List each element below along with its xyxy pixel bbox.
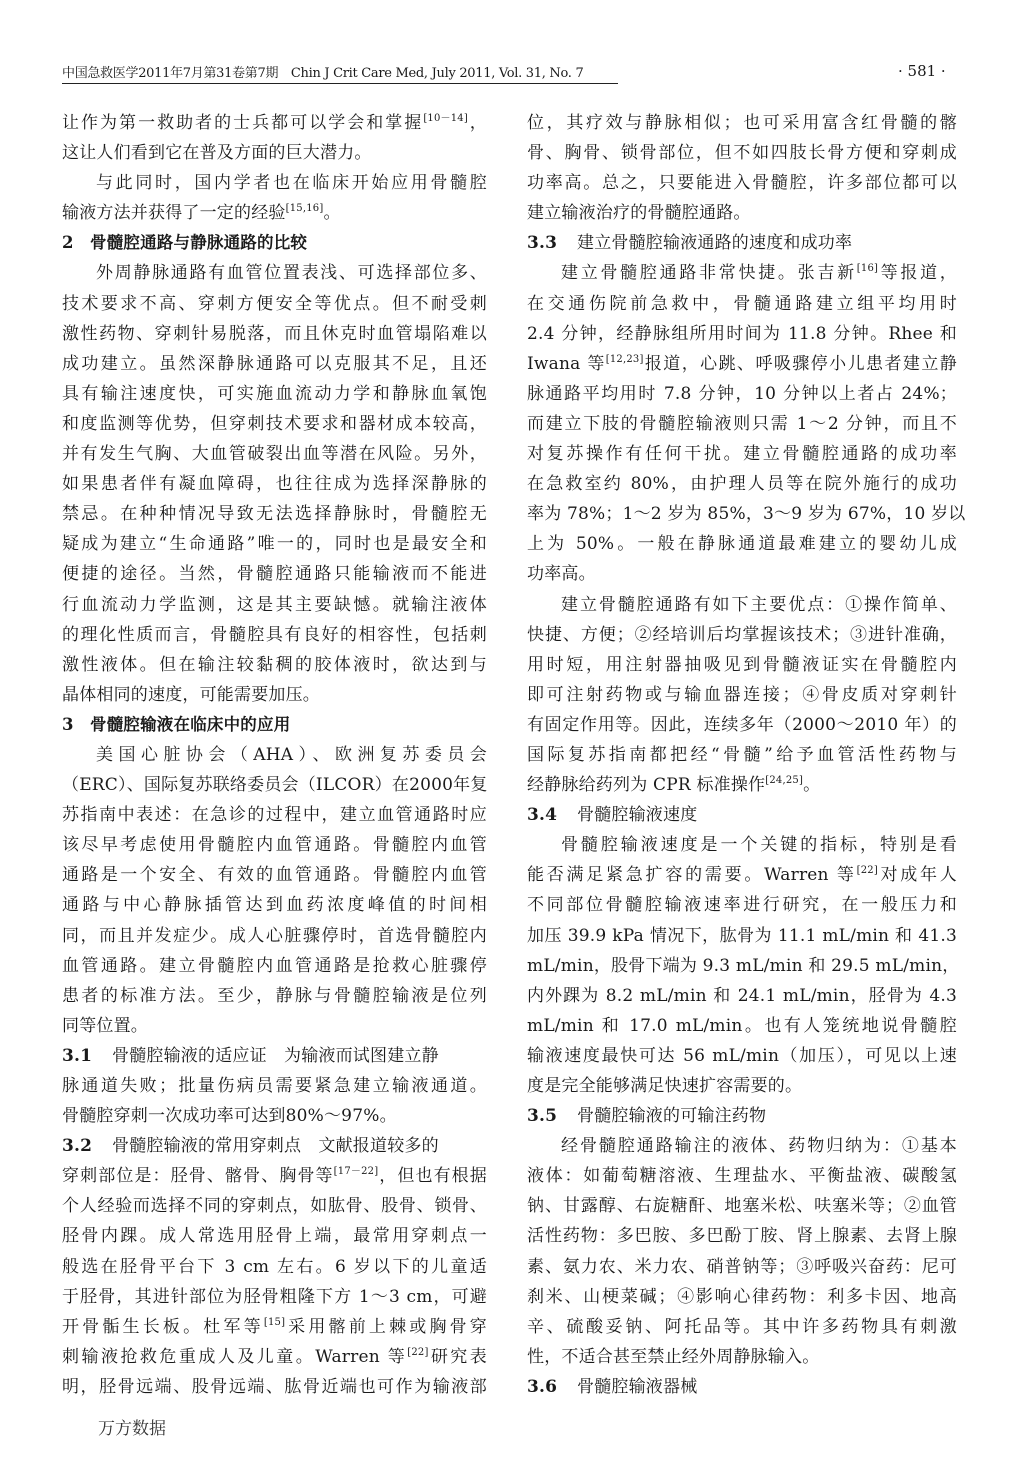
text-line: [527, 1221, 957, 1251]
line-text: 活性药物：多巴胺、多巴酚丁胺、肾上腺素、去肾上腺: [527, 1226, 957, 1247]
line-text-after: 。: [323, 203, 341, 224]
line-text: 内外踝为 8.2 mL/min 和 24.1 mL/min，胫骨为 4.3: [527, 985, 957, 1006]
text-line: [527, 921, 957, 951]
line-text: 胫骨内踝。成人常选用胫骨上端，最常用穿刺点一: [62, 1226, 487, 1247]
subsection-heading-line: [527, 1101, 957, 1131]
line-text: 率为 78%；1～2 岁为 85%，3～9 岁为 67%，10 岁以: [527, 504, 966, 525]
line-text: 激性液体。但在输注较黏稠的胶体液时，欲达到与: [62, 654, 487, 675]
subsection-title: 骨髓腔输液的可输注药物: [577, 1106, 767, 1127]
subsection-title: 建立骨髓腔输液通路的速度和成功率: [577, 233, 853, 254]
text-line: [527, 740, 957, 770]
text-line: [527, 529, 957, 559]
text-line: [62, 860, 487, 890]
citation-ref: [16]: [856, 263, 879, 275]
line-text: 液体：如葡萄糖溶液、生理盐水、平衡盐液、碳酸氢: [527, 1166, 957, 1187]
left-column: [62, 108, 487, 1402]
line-text: 在急救室约 80%，由护理人员等在院外施行的成功: [527, 474, 957, 495]
citation-ref: [15]: [263, 1316, 286, 1328]
text-line: [62, 1342, 487, 1372]
line-text-after: 等报道，: [878, 263, 958, 284]
text-line: [62, 379, 487, 409]
text-line: [527, 1071, 957, 1101]
text-line: [62, 590, 487, 620]
line-text: 刺输液抢救危重成人及儿童。Warren 等: [62, 1346, 408, 1367]
subsection-number: 3.2: [62, 1136, 93, 1157]
subsection-number: 3.5: [527, 1106, 558, 1127]
line-text: 不同部位骨髓腔输液速率进行研究，在一般压力和: [527, 895, 957, 916]
line-text: 如果患者伴有凝血障碍，也往往成为选择深静脉的: [62, 474, 487, 495]
line-text: 位，其疗效与静脉相似；也可采用富含红骨髓的髂: [527, 113, 957, 133]
text-line: [527, 770, 957, 800]
subsection-heading-line: [62, 1131, 487, 1161]
line-text: 建立输液治疗的骨髓腔通路。: [527, 203, 751, 224]
line-text: 快捷、方便；②经培训后均掌握该技术；③进针准确，: [527, 624, 957, 645]
citation-ref: [12,23]: [605, 353, 644, 365]
line-text: 晶体相同的速度，可能需要加压。: [62, 684, 320, 705]
text-line: [527, 680, 957, 710]
text-line: [527, 379, 957, 409]
text-line: [527, 258, 957, 288]
text-line: [62, 1101, 487, 1131]
section-heading: [62, 228, 487, 258]
line-text: mL/min 和 17.0 mL/min。也有人笼统地说骨髓腔: [527, 1015, 957, 1036]
text-line: [62, 680, 487, 710]
text-line: [62, 1252, 487, 1282]
line-text: 患者的标准方法。至少，静脉与骨髓腔输液是位列: [62, 985, 487, 1006]
line-text: 即可注射药物或与输血器连接；④骨皮质对穿刺针: [527, 684, 957, 705]
text-line: [527, 830, 957, 860]
citation-ref: [17－22]: [333, 1166, 379, 1178]
text-line: [527, 349, 957, 379]
text-line: [62, 409, 487, 439]
line-text-after: 报道，心跳、呼吸骤停小儿患者建立静: [643, 353, 957, 374]
line-text: 个人经验而选择不同的穿刺点，如肱骨、股骨、锁骨、: [62, 1196, 487, 1217]
line-text: 辛、硫酸妥钠、阿托品等。其中许多药物具有刺激: [527, 1316, 957, 1337]
text-line: [62, 981, 487, 1011]
text-line: [62, 198, 487, 228]
line-text: 同，而且并发症少。成人心脏骤停时，首选骨髓腔内: [62, 925, 487, 946]
line-text: 行血流动力学监测，这是其主要缺憾。就输注液体: [62, 594, 487, 615]
line-text: 与此同时，国内学者也在临床开始应用骨髓腔: [96, 173, 487, 194]
line-text-after: 。: [803, 775, 821, 796]
text-line: [527, 1312, 957, 1342]
line-text-after: 对成年人: [877, 865, 957, 886]
subsection-number: 3.4: [527, 805, 558, 826]
subsection-number: 3.1: [62, 1045, 93, 1066]
line-text: 让作为第一救助者的士兵都可以学会和掌握: [62, 113, 424, 133]
text-line: [527, 1342, 957, 1372]
citation-ref: [22]: [407, 1346, 429, 1358]
line-text: 和度监测等优势，但穿刺技术要求和器材成本较高，: [62, 413, 487, 434]
subsection-heading-line: [527, 800, 957, 830]
text-line: [527, 559, 957, 589]
line-text: 为输液而试图建立静: [266, 1045, 439, 1066]
section-number: 2: [62, 233, 74, 253]
text-line: [527, 409, 957, 439]
text-line: [527, 860, 957, 890]
page-number: · 581 ·: [898, 62, 946, 80]
text-line: [527, 890, 957, 920]
line-text: 能否满足紧急扩容的需要。Warren 等: [527, 865, 857, 886]
line-text: 在交通伤院前急救中，骨髓通路建立组平均用时: [527, 293, 957, 314]
text-line: [527, 1041, 957, 1071]
text-line: [62, 289, 487, 319]
line-text: 苏指南中表述：在急诊的过程中，建立血管通路时应: [62, 805, 487, 826]
line-text: 并有发生气胸、大血管破裂出血等潜在风险。另外，: [62, 444, 487, 465]
text-line: [62, 830, 487, 860]
text-line: [62, 620, 487, 650]
text-line: [527, 1161, 957, 1191]
line-text-after: ，: [467, 113, 487, 133]
text-line: [62, 1071, 487, 1101]
line-text: 激性药物、穿刺针易脱落，而且休克时血管塌陷难以: [62, 323, 487, 344]
text-line: [62, 770, 487, 800]
line-text: 上为 50%。一般在静脉通道最难建立的婴幼儿成: [527, 534, 957, 555]
running-header: 中国急救医学2011年7月第31卷第7期 Chin J Crit Care Med, July 2011, Vol. 31, No. 7: [62, 62, 618, 84]
text-line: [62, 1191, 487, 1221]
line-text: 明，胫骨远端、股骨远端、肱骨近端也可作为输液部: [62, 1376, 487, 1397]
line-text: 技术要求不高、穿刺方便安全等优点。但不耐受刺: [62, 293, 487, 314]
text-line: [527, 439, 957, 469]
text-line: [527, 198, 957, 228]
text-line: [62, 469, 487, 499]
line-text: 骨髓腔输液速度是一个关键的指标，特别是看: [561, 835, 957, 856]
text-line: [527, 1252, 957, 1282]
line-text: 具有输注速度快，可实施血流动力学和静脉血氧饱: [62, 383, 487, 404]
line-text: 有固定作用等。因此，连续多年（2000～2010 年）的: [527, 714, 957, 735]
line-text: 刹米、山梗菜碱；④影响心律药物：利多卡因、地高: [527, 1286, 957, 1307]
text-line: [527, 108, 957, 138]
text-line: [62, 349, 487, 379]
text-line: [527, 590, 957, 620]
text-line: [527, 1282, 957, 1312]
citation-ref: [15,16]: [285, 203, 324, 215]
line-text: 骨髓腔穿刺一次成功率可达到80%～97%。: [62, 1106, 397, 1127]
citation-ref: [22]: [856, 865, 878, 877]
text-line: [62, 1372, 487, 1402]
text-line: [62, 499, 487, 529]
line-text: 素、氨力农、米力农、硝普钠等；③呼吸兴奋药：尼可: [527, 1256, 957, 1277]
line-text: 度是完全能够满足快速扩容需要的。: [527, 1076, 803, 1096]
line-text: 2.4 分钟，经静脉组所用时间为 11.8 分钟。Rhee 和: [527, 323, 957, 344]
section-title: 骨髓腔输液在临床中的应用: [90, 714, 291, 734]
text-line: [527, 499, 966, 529]
text-line: [62, 1011, 487, 1041]
text-line: [62, 921, 487, 951]
subsection-heading-line: [62, 1041, 487, 1071]
line-text: 般选在胫骨平台下 3 cm 左右。6 岁以下的儿童适: [62, 1256, 487, 1277]
line-text: mL/min，股骨下端为 9.3 mL/min 和 29.5 mL/min，: [527, 955, 960, 976]
line-text: 通路是一个安全、有效的血管通路。骨髓腔内血管: [62, 865, 487, 886]
text-line: [527, 469, 957, 499]
line-text: 于胫骨，其进针部位为胫骨粗隆下方 1～3 cm，可避: [62, 1286, 487, 1307]
text-line: [527, 138, 957, 168]
right-column: [527, 108, 966, 1402]
line-text: 经骨髓腔通路输注的液体、药物归纳为：①基本: [561, 1136, 957, 1157]
line-text: 文献报道较多的: [301, 1136, 439, 1157]
line-text: 用时短，用注射器抽吸见到骨髓液证实在骨髓腔内: [527, 654, 957, 675]
text-line: [527, 289, 957, 319]
line-text: 成功建立。虽然深静脉通路可以克服其不足，且还: [62, 353, 487, 374]
line-text: 开骨骺生长板。杜军等: [62, 1316, 264, 1337]
text-line: [62, 951, 487, 981]
section-heading: [62, 710, 487, 740]
line-text-after: 采用髂前上棘或胸骨穿: [285, 1316, 488, 1337]
text-line: [62, 800, 487, 830]
text-line: [527, 650, 957, 680]
citation-ref: [24,25]: [765, 775, 804, 787]
line-text: 骨、胸骨、锁骨部位，但不如四肢长骨方便和穿刺成: [527, 143, 957, 164]
line-text-after: ，但也有根据: [378, 1166, 487, 1187]
line-text: 加压 39.9 kPa 情况下，肱骨为 11.1 mL/min 和 41.3: [527, 925, 957, 946]
text-line: [527, 1011, 957, 1041]
text-line: [62, 1161, 487, 1191]
text-line: [527, 319, 957, 349]
text-line: [527, 1131, 957, 1161]
line-text: 而建立下肢的骨髓腔输液则只需 1～2 分钟，而且不: [527, 413, 957, 434]
line-text: 输液方法并获得了一定的经验: [62, 203, 286, 224]
line-text: 功率高。: [527, 564, 596, 585]
line-text: 性，不适合甚至禁止经外周静脉输入。: [527, 1346, 820, 1367]
line-text: 这让人们看到它在普及方面的巨大潜力。: [62, 143, 372, 164]
text-line: [527, 168, 957, 198]
line-text: 功率高。总之，只要能进入骨髓腔，许多部位都可以: [527, 173, 957, 194]
section-title: 骨髓腔通路与静脉通路的比较: [90, 233, 308, 253]
text-line: [62, 108, 487, 138]
subsection-title: 骨髓腔输液的适应证: [112, 1045, 267, 1066]
footer-watermark: 万方数据: [98, 1419, 166, 1439]
text-line: [527, 710, 957, 740]
line-text: 便捷的途径。当然，骨髓腔通路只能输液而不能进: [62, 564, 487, 585]
text-line: [62, 740, 487, 770]
line-text: 美国心脏协会（AHA）、欧洲复苏委员会: [96, 744, 487, 765]
text-line: [62, 890, 487, 920]
text-line: [527, 981, 957, 1011]
text-line: [527, 1191, 957, 1221]
text-line: [62, 1282, 487, 1312]
section-number: 3: [62, 714, 74, 734]
line-text-after: 研究表: [428, 1346, 487, 1367]
line-text: 该尽早考虑使用骨髓腔内血管通路。骨髓腔内血管: [62, 835, 487, 856]
text-line: [62, 319, 487, 349]
text-line: [62, 168, 487, 198]
line-text: 脉通道失败；批量伤病员需要紧急建立输液通道。: [62, 1076, 487, 1096]
line-text: 通路与中心静脉插管达到血药浓度峰值的时间相: [62, 895, 487, 916]
text-line: [62, 258, 487, 288]
line-text: （ERC）、国际复苏联络委员会（ILCOR）在2000年复: [62, 775, 488, 796]
line-text: 建立骨髓腔通路有如下主要优点：①操作简单、: [561, 594, 957, 615]
line-text: 同等位置。: [62, 1015, 148, 1036]
text-line: [527, 951, 960, 981]
line-text: 钠、甘露醇、右旋糖酐、地塞米松、呋塞米等；②血管: [527, 1196, 957, 1217]
line-text: Iwana 等: [527, 353, 606, 374]
text-line: [527, 620, 957, 650]
subsection-heading-line: [527, 228, 957, 258]
line-text: 国际复苏指南都把经“骨髓”给予血管活性药物与: [527, 744, 957, 765]
line-text: 穿刺部位是：胫骨、髂骨、胸骨等: [62, 1166, 334, 1187]
line-text: 外周静脉通路有血管位置表浅、可选择部位多、: [96, 263, 487, 284]
line-text: 的理化性质而言，骨髓腔具有良好的相容性，包括刺: [62, 624, 487, 645]
line-text: 脉通路平均用时 7.8 分钟，10 分钟以上者占 24%；: [527, 383, 957, 404]
text-line: [62, 1312, 487, 1342]
line-text: 疑成为建立“生命通路”唯一的，同时也是最安全和: [62, 534, 487, 555]
citation-ref: [10－14]: [423, 113, 468, 124]
subsection-number: 3.3: [527, 233, 558, 254]
line-text: 建立骨髓腔通路非常快捷。张吉新: [561, 263, 857, 284]
subsection-title: 骨髓腔输液速度: [577, 805, 698, 826]
text-line: [62, 1221, 487, 1251]
text-line: [62, 138, 487, 168]
line-text: 禁忌。在种种情况导致无法选择静脉时，骨髓腔无: [62, 504, 487, 525]
text-line: [62, 439, 487, 469]
line-text: 对复苏操作有任何干扰。建立骨髓腔通路的成功率: [527, 444, 957, 465]
text-line: [62, 650, 487, 680]
line-text: 经静脉给药列为 CPR 标准操作: [527, 775, 766, 796]
text-line: [62, 559, 487, 589]
text-line: [62, 529, 487, 559]
subsection-title: 骨髓腔输液器械: [577, 1376, 698, 1397]
line-text: 输液速度最快可达 56 mL/min（加压），可见以上速: [527, 1045, 957, 1066]
subsection-title: 骨髓腔输液的常用穿刺点: [112, 1136, 302, 1157]
line-text: 血管通路。建立骨髓腔内血管通路是抢救心脏骤停: [62, 955, 487, 976]
subsection-number: 3.6: [527, 1376, 558, 1397]
subsection-heading-line: [527, 1372, 957, 1402]
